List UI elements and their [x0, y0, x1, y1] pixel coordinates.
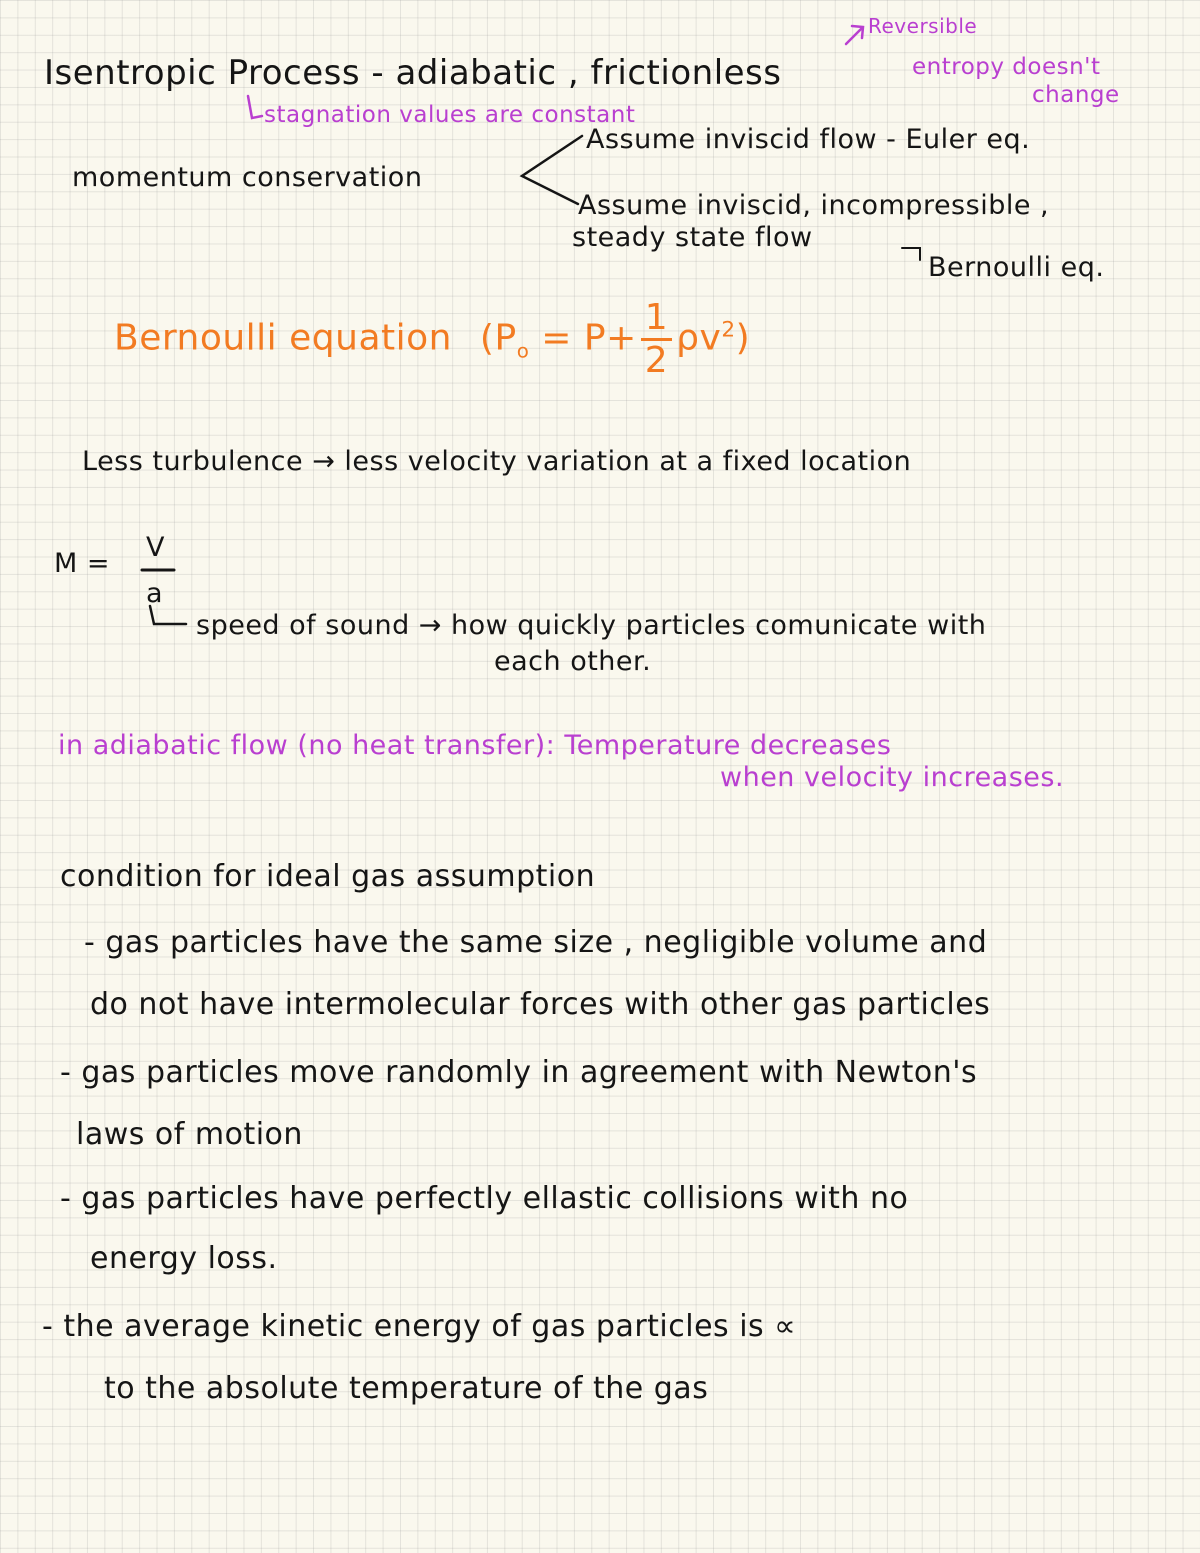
turbulence-note: Less turbulence → less velocity variation at a fixed location	[82, 446, 912, 477]
adiabatic-note-line2: when velocity increases.	[720, 762, 1065, 793]
momentum-branch-bernoulli-line2: steady state flow	[572, 222, 813, 253]
bernoulli-hook	[902, 248, 920, 260]
title-main: Isentropic Process - adiabatic , frictionless	[44, 53, 782, 93]
bernoulli-label: Bernoulli equation	[114, 317, 452, 359]
stagnation-hook	[248, 96, 262, 118]
momentum-label: momentum conservation	[72, 162, 423, 193]
bernoulli-close-paren: )	[735, 317, 751, 359]
bernoulli-equals: =	[541, 317, 572, 359]
bernoulli-equation	[114, 297, 751, 381]
entropy-note-line1: entropy doesn't	[912, 54, 1101, 80]
bernoulli-p0-sub: o	[516, 339, 530, 363]
ideal-gas-item-4-line1: - the average kinetic energy of gas particles is ∝	[42, 1309, 797, 1344]
ideal-gas-item-3-line2: energy loss.	[90, 1241, 278, 1276]
ideal-gas-heading: condition for ideal gas assumption	[60, 859, 596, 894]
bernoulli-fraction-numerator: 1	[641, 300, 672, 341]
mach-lhs: M =	[54, 548, 111, 579]
bernoulli-fraction-denominator: 2	[644, 340, 669, 381]
momentum-brace	[522, 136, 582, 204]
bernoulli-squared: 2	[721, 317, 736, 343]
ideal-gas-item-2-line1: - gas particles move randomly in agreement with Newton's	[60, 1055, 978, 1090]
ideal-gas-item-4-line2: to the absolute temperature of the gas	[104, 1371, 709, 1406]
bernoulli-fraction	[641, 297, 672, 381]
mach-numerator: V	[146, 532, 165, 563]
reversible-note: Reversible	[868, 14, 978, 38]
reversible-arrow-head	[852, 26, 863, 38]
ideal-gas-item-1-line1: - gas particles have the same size , negligible volume and	[84, 925, 988, 960]
ideal-gas-item-1-line2: do not have intermolecular forces with other gas particles	[90, 987, 991, 1022]
momentum-branch-euler: Assume inviscid flow - Euler eq.	[586, 124, 1031, 155]
ideal-gas-item-2-line2: laws of motion	[76, 1117, 303, 1152]
bernoulli-p0: P	[494, 317, 517, 359]
bernoulli-open-paren: (	[479, 317, 495, 359]
mach-denominator: a	[146, 578, 164, 609]
stagnation-note: stagnation values are constant	[264, 102, 636, 128]
ideal-gas-item-3-line1: - gas particles have perfectly ellastic collisions with no	[60, 1181, 909, 1216]
adiabatic-note-line1: in adiabatic flow (no heat transfer): Temperature decreases	[58, 730, 892, 761]
entropy-note-line2: change	[1032, 82, 1120, 108]
mach-note-line2: each other.	[494, 646, 652, 677]
momentum-branch-bernoulli-result: Bernoulli eq.	[928, 252, 1105, 283]
mach-note-line1: speed of sound → how quickly particles comunicate with	[196, 610, 987, 641]
reversible-arrow	[846, 28, 862, 44]
bernoulli-plus: +	[606, 317, 637, 359]
momentum-branch-bernoulli-line1: Assume inviscid, incompressible ,	[578, 190, 1050, 221]
bernoulli-p: P	[583, 317, 607, 359]
bernoulli-rho-v: ρv	[676, 317, 722, 359]
